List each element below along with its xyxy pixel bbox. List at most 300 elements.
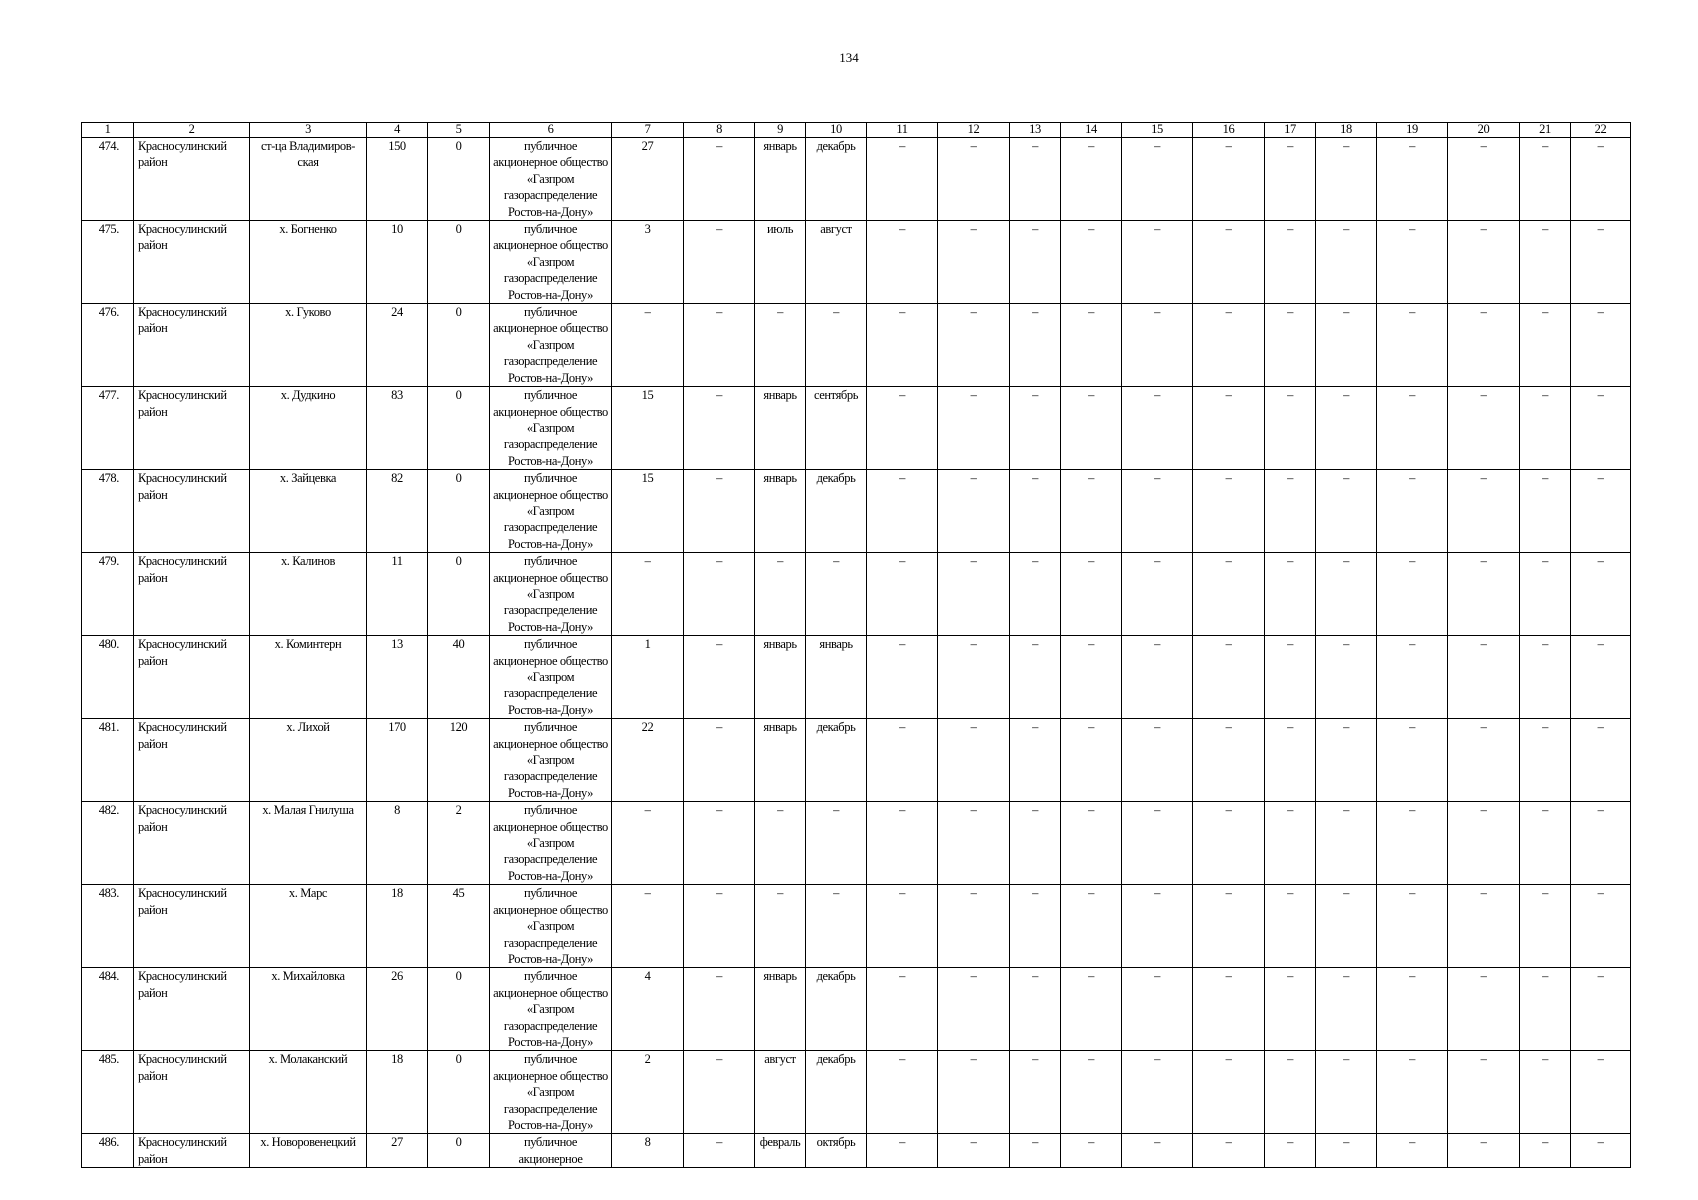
organization-cell: публичное акционерное общество «Газпром газораспределение Ростов-на-Дону» <box>490 304 612 387</box>
empty-value-cell: – <box>1061 885 1122 968</box>
start-month-cell: январь <box>755 470 806 553</box>
empty-value-cell: – <box>1448 968 1520 1051</box>
district-cell: Красносулинский район <box>134 1134 250 1168</box>
value-cell-5: 0 <box>428 553 490 636</box>
empty-value-cell: – <box>1265 1134 1316 1168</box>
start-month-cell: – <box>755 553 806 636</box>
start-month-cell: январь <box>755 387 806 470</box>
end-month-cell: декабрь <box>806 719 867 802</box>
value-cell-8: – <box>684 553 755 636</box>
organization-cell: публичное акционерное общество «Газпром газораспределение Ростов-на-Дону» <box>490 885 612 968</box>
empty-value-cell: – <box>1010 968 1061 1051</box>
empty-value-cell: – <box>1571 968 1631 1051</box>
empty-value-cell: – <box>938 802 1010 885</box>
table-row <box>82 470 1631 553</box>
empty-value-cell: – <box>1010 636 1061 719</box>
empty-value-cell: – <box>938 470 1010 553</box>
value-cell-8: – <box>684 885 755 968</box>
row-number: 482. <box>82 802 134 885</box>
column-number-cell: 19 <box>1377 123 1448 138</box>
empty-value-cell: – <box>1122 885 1193 968</box>
empty-value-cell: – <box>938 138 1010 221</box>
empty-value-cell: – <box>1193 304 1265 387</box>
empty-value-cell: – <box>1377 138 1448 221</box>
empty-value-cell: – <box>1193 1134 1265 1168</box>
settlement-cell: х. Марс <box>250 885 367 968</box>
district-cell: Красносулинский район <box>134 387 250 470</box>
end-month-cell: – <box>806 802 867 885</box>
column-number-cell: 22 <box>1571 123 1631 138</box>
empty-value-cell: – <box>1448 885 1520 968</box>
value-cell-4: 11 <box>367 553 428 636</box>
empty-value-cell: – <box>1265 470 1316 553</box>
table-row <box>82 221 1631 304</box>
empty-value-cell: – <box>1193 138 1265 221</box>
end-month-cell: декабрь <box>806 470 867 553</box>
empty-value-cell: – <box>1061 719 1122 802</box>
empty-value-cell: – <box>1520 387 1571 470</box>
settlement-cell: х. Михайловка <box>250 968 367 1051</box>
empty-value-cell: – <box>1122 1134 1193 1168</box>
empty-value-cell: – <box>1122 1051 1193 1134</box>
empty-value-cell: – <box>1377 885 1448 968</box>
value-cell-4: 18 <box>367 1051 428 1134</box>
column-number-cell: 16 <box>1193 123 1265 138</box>
empty-value-cell: – <box>938 719 1010 802</box>
value-cell-4: 83 <box>367 387 428 470</box>
empty-value-cell: – <box>1061 304 1122 387</box>
value-cell-8: – <box>684 221 755 304</box>
empty-value-cell: – <box>1377 221 1448 304</box>
empty-value-cell: – <box>1010 885 1061 968</box>
organization-cell: публичное акционерное общество «Газпром газораспределение Ростов-на-Дону» <box>490 221 612 304</box>
value-cell-7: – <box>612 553 684 636</box>
end-month-cell: октябрь <box>806 1134 867 1168</box>
empty-value-cell: – <box>1193 470 1265 553</box>
value-cell-7: – <box>612 885 684 968</box>
empty-value-cell: – <box>1122 968 1193 1051</box>
empty-value-cell: – <box>938 968 1010 1051</box>
column-number-cell: 17 <box>1265 123 1316 138</box>
organization-cell: публичное акционерное <box>490 1134 612 1168</box>
empty-value-cell: – <box>1193 636 1265 719</box>
value-cell-8: – <box>684 968 755 1051</box>
settlement-cell: х. Лихой <box>250 719 367 802</box>
empty-value-cell: – <box>1448 387 1520 470</box>
settlement-cell: х. Дудкино <box>250 387 367 470</box>
empty-value-cell: – <box>867 304 938 387</box>
column-number-row <box>82 123 1631 138</box>
empty-value-cell: – <box>938 221 1010 304</box>
empty-value-cell: – <box>1061 1051 1122 1134</box>
empty-value-cell: – <box>1010 553 1061 636</box>
empty-value-cell: – <box>1377 1134 1448 1168</box>
empty-value-cell: – <box>1571 470 1631 553</box>
table-row <box>82 1051 1631 1134</box>
empty-value-cell: – <box>1265 221 1316 304</box>
row-number: 477. <box>82 387 134 470</box>
value-cell-5: 0 <box>428 1134 490 1168</box>
empty-value-cell: – <box>1193 719 1265 802</box>
empty-value-cell: – <box>938 304 1010 387</box>
empty-value-cell: – <box>1520 304 1571 387</box>
table-row <box>82 553 1631 636</box>
table-row <box>82 636 1631 719</box>
district-cell: Красносулинский район <box>134 968 250 1051</box>
empty-value-cell: – <box>1448 1134 1520 1168</box>
organization-cell: публичное акционерное общество «Газпром газораспределение Ростов-на-Дону» <box>490 470 612 553</box>
table-row <box>82 719 1631 802</box>
value-cell-4: 10 <box>367 221 428 304</box>
value-cell-7: – <box>612 802 684 885</box>
empty-value-cell: – <box>1571 719 1631 802</box>
district-cell: Красносулинский район <box>134 470 250 553</box>
organization-cell: публичное акционерное общество «Газпром газораспределение Ростов-на-Дону» <box>490 387 612 470</box>
column-number-cell: 3 <box>250 123 367 138</box>
empty-value-cell: – <box>1265 387 1316 470</box>
start-month-cell: январь <box>755 968 806 1051</box>
empty-value-cell: – <box>938 553 1010 636</box>
empty-value-cell: – <box>1122 304 1193 387</box>
value-cell-7: 15 <box>612 470 684 553</box>
district-cell: Красносулинский район <box>134 221 250 304</box>
empty-value-cell: – <box>1377 968 1448 1051</box>
column-number-cell: 4 <box>367 123 428 138</box>
empty-value-cell: – <box>1571 387 1631 470</box>
empty-value-cell: – <box>1265 968 1316 1051</box>
end-month-cell: декабрь <box>806 968 867 1051</box>
organization-cell: публичное акционерное общество «Газпром газораспределение Ростов-на-Дону» <box>490 1051 612 1134</box>
empty-value-cell: – <box>1122 387 1193 470</box>
organization-cell: публичное акционерное общество «Газпром газораспределение Ростов-на-Дону» <box>490 719 612 802</box>
empty-value-cell: – <box>1010 138 1061 221</box>
empty-value-cell: – <box>1448 470 1520 553</box>
empty-value-cell: – <box>1448 138 1520 221</box>
empty-value-cell: – <box>1571 304 1631 387</box>
district-cell: Красносулинский район <box>134 1051 250 1134</box>
empty-value-cell: – <box>1571 802 1631 885</box>
start-month-cell: август <box>755 1051 806 1134</box>
value-cell-7: 27 <box>612 138 684 221</box>
empty-value-cell: – <box>1520 1051 1571 1134</box>
empty-value-cell: – <box>1377 470 1448 553</box>
value-cell-5: 0 <box>428 387 490 470</box>
table-row <box>82 387 1631 470</box>
value-cell-8: – <box>684 1134 755 1168</box>
row-number: 479. <box>82 553 134 636</box>
column-number-cell: 1 <box>82 123 134 138</box>
empty-value-cell: – <box>867 1134 938 1168</box>
empty-value-cell: – <box>1377 802 1448 885</box>
start-month-cell: – <box>755 802 806 885</box>
empty-value-cell: – <box>1520 138 1571 221</box>
empty-value-cell: – <box>938 636 1010 719</box>
empty-value-cell: – <box>1122 719 1193 802</box>
empty-value-cell: – <box>1316 636 1377 719</box>
empty-value-cell: – <box>1316 1051 1377 1134</box>
empty-value-cell: – <box>1520 802 1571 885</box>
empty-value-cell: – <box>1193 885 1265 968</box>
row-number: 485. <box>82 1051 134 1134</box>
district-cell: Красносулинский район <box>134 719 250 802</box>
empty-value-cell: – <box>1061 387 1122 470</box>
empty-value-cell: – <box>1265 138 1316 221</box>
empty-value-cell: – <box>1520 221 1571 304</box>
end-month-cell: – <box>806 885 867 968</box>
value-cell-5: 0 <box>428 470 490 553</box>
empty-value-cell: – <box>867 968 938 1051</box>
value-cell-5: 120 <box>428 719 490 802</box>
empty-value-cell: – <box>1520 470 1571 553</box>
column-number-cell: 20 <box>1448 123 1520 138</box>
row-number: 474. <box>82 138 134 221</box>
empty-value-cell: – <box>867 470 938 553</box>
start-month-cell: январь <box>755 636 806 719</box>
empty-value-cell: – <box>1193 221 1265 304</box>
column-number-cell: 7 <box>612 123 684 138</box>
empty-value-cell: – <box>1265 802 1316 885</box>
value-cell-7: 1 <box>612 636 684 719</box>
table-row <box>82 968 1631 1051</box>
empty-value-cell: – <box>1448 1051 1520 1134</box>
row-number: 484. <box>82 968 134 1051</box>
empty-value-cell: – <box>938 1051 1010 1134</box>
value-cell-8: – <box>684 138 755 221</box>
empty-value-cell: – <box>1122 221 1193 304</box>
empty-value-cell: – <box>938 1134 1010 1168</box>
settlement-cell: х. Богненко <box>250 221 367 304</box>
empty-value-cell: – <box>1571 138 1631 221</box>
value-cell-7: 4 <box>612 968 684 1051</box>
empty-value-cell: – <box>1265 885 1316 968</box>
empty-value-cell: – <box>1448 719 1520 802</box>
empty-value-cell: – <box>1316 387 1377 470</box>
value-cell-4: 18 <box>367 885 428 968</box>
value-cell-8: – <box>684 636 755 719</box>
empty-value-cell: – <box>1010 1051 1061 1134</box>
empty-value-cell: – <box>1193 387 1265 470</box>
row-number: 478. <box>82 470 134 553</box>
row-number: 486. <box>82 1134 134 1168</box>
row-number: 483. <box>82 885 134 968</box>
empty-value-cell: – <box>1448 802 1520 885</box>
empty-value-cell: – <box>1520 553 1571 636</box>
value-cell-7: 3 <box>612 221 684 304</box>
empty-value-cell: – <box>1377 553 1448 636</box>
empty-value-cell: – <box>1520 636 1571 719</box>
empty-value-cell: – <box>867 138 938 221</box>
end-month-cell: декабрь <box>806 1051 867 1134</box>
empty-value-cell: – <box>938 387 1010 470</box>
empty-value-cell: – <box>1520 968 1571 1051</box>
value-cell-5: 2 <box>428 802 490 885</box>
column-number-cell: 14 <box>1061 123 1122 138</box>
empty-value-cell: – <box>1316 138 1377 221</box>
table-row <box>82 304 1631 387</box>
value-cell-7: 2 <box>612 1051 684 1134</box>
empty-value-cell: – <box>867 553 938 636</box>
value-cell-5: 0 <box>428 968 490 1051</box>
empty-value-cell: – <box>1061 553 1122 636</box>
empty-value-cell: – <box>1010 387 1061 470</box>
table-row <box>82 1134 1631 1168</box>
empty-value-cell: – <box>867 885 938 968</box>
settlement-cell: х. Гуково <box>250 304 367 387</box>
empty-value-cell: – <box>1010 221 1061 304</box>
empty-value-cell: – <box>1377 387 1448 470</box>
empty-value-cell: – <box>1193 802 1265 885</box>
value-cell-7: 15 <box>612 387 684 470</box>
empty-value-cell: – <box>1122 802 1193 885</box>
column-number-cell: 5 <box>428 123 490 138</box>
empty-value-cell: – <box>1265 304 1316 387</box>
start-month-cell: – <box>755 885 806 968</box>
column-number-cell: 8 <box>684 123 755 138</box>
organization-cell: публичное акционерное общество «Газпром газораспределение Ростов-на-Дону» <box>490 968 612 1051</box>
column-number-cell: 9 <box>755 123 806 138</box>
empty-value-cell: – <box>1377 304 1448 387</box>
settlement-cell: х. Коминтерн <box>250 636 367 719</box>
empty-value-cell: – <box>1061 968 1122 1051</box>
column-number-cell: 12 <box>938 123 1010 138</box>
empty-value-cell: – <box>1316 304 1377 387</box>
empty-value-cell: – <box>1061 470 1122 553</box>
empty-value-cell: – <box>1122 470 1193 553</box>
value-cell-8: – <box>684 1051 755 1134</box>
value-cell-4: 24 <box>367 304 428 387</box>
settlement-cell: х. Зайцевка <box>250 470 367 553</box>
empty-value-cell: – <box>1377 719 1448 802</box>
empty-value-cell: – <box>1571 1134 1631 1168</box>
column-number-cell: 18 <box>1316 123 1377 138</box>
empty-value-cell: – <box>1265 719 1316 802</box>
value-cell-5: 0 <box>428 221 490 304</box>
settlement-cell: ст-ца Владимиров-ская <box>250 138 367 221</box>
district-cell: Красносулинский район <box>134 138 250 221</box>
value-cell-4: 8 <box>367 802 428 885</box>
empty-value-cell: – <box>1520 719 1571 802</box>
empty-value-cell: – <box>1316 553 1377 636</box>
settlement-cell: х. Молаканский <box>250 1051 367 1134</box>
empty-value-cell: – <box>1448 221 1520 304</box>
empty-value-cell: – <box>1122 553 1193 636</box>
empty-value-cell: – <box>1061 636 1122 719</box>
start-month-cell: февраль <box>755 1134 806 1168</box>
empty-value-cell: – <box>1448 636 1520 719</box>
empty-value-cell: – <box>1316 802 1377 885</box>
column-number-cell: 10 <box>806 123 867 138</box>
district-cell: Красносулинский район <box>134 885 250 968</box>
settlement-cell: х. Калинов <box>250 553 367 636</box>
value-cell-7: 8 <box>612 1134 684 1168</box>
start-month-cell: – <box>755 304 806 387</box>
empty-value-cell: – <box>1061 802 1122 885</box>
empty-value-cell: – <box>1571 1051 1631 1134</box>
value-cell-8: – <box>684 802 755 885</box>
empty-value-cell: – <box>1520 1134 1571 1168</box>
end-month-cell: сентябрь <box>806 387 867 470</box>
empty-value-cell: – <box>1448 304 1520 387</box>
empty-value-cell: – <box>1316 885 1377 968</box>
empty-value-cell: – <box>1010 802 1061 885</box>
organization-cell: публичное акционерное общество «Газпром газораспределение Ростов-на-Дону» <box>490 138 612 221</box>
empty-value-cell: – <box>1122 138 1193 221</box>
column-number-cell: 21 <box>1520 123 1571 138</box>
column-number-cell: 6 <box>490 123 612 138</box>
table-row <box>82 885 1631 968</box>
empty-value-cell: – <box>1448 553 1520 636</box>
empty-value-cell: – <box>1010 1134 1061 1168</box>
empty-value-cell: – <box>867 636 938 719</box>
row-number: 475. <box>82 221 134 304</box>
value-cell-7: 22 <box>612 719 684 802</box>
empty-value-cell: – <box>1571 221 1631 304</box>
empty-value-cell: – <box>867 719 938 802</box>
empty-value-cell: – <box>867 221 938 304</box>
value-cell-4: 170 <box>367 719 428 802</box>
empty-value-cell: – <box>1061 1134 1122 1168</box>
district-cell: Красносулинский район <box>134 553 250 636</box>
empty-value-cell: – <box>1316 968 1377 1051</box>
gasification-table <box>81 122 1631 1168</box>
empty-value-cell: – <box>1316 221 1377 304</box>
settlement-cell: х. Малая Гнилуша <box>250 802 367 885</box>
column-number-cell: 2 <box>134 123 250 138</box>
end-month-cell: – <box>806 304 867 387</box>
value-cell-5: 0 <box>428 304 490 387</box>
value-cell-7: – <box>612 304 684 387</box>
organization-cell: публичное акционерное общество «Газпром газораспределение Ростов-на-Дону» <box>490 802 612 885</box>
district-cell: Красносулинский район <box>134 304 250 387</box>
value-cell-8: – <box>684 470 755 553</box>
empty-value-cell: – <box>1316 470 1377 553</box>
empty-value-cell: – <box>867 1051 938 1134</box>
end-month-cell: январь <box>806 636 867 719</box>
value-cell-4: 13 <box>367 636 428 719</box>
empty-value-cell: – <box>1520 885 1571 968</box>
value-cell-5: 45 <box>428 885 490 968</box>
empty-value-cell: – <box>1122 636 1193 719</box>
column-number-cell: 13 <box>1010 123 1061 138</box>
empty-value-cell: – <box>1193 553 1265 636</box>
empty-value-cell: – <box>1377 636 1448 719</box>
empty-value-cell: – <box>1061 221 1122 304</box>
empty-value-cell: – <box>1193 968 1265 1051</box>
organization-cell: публичное акционерное общество «Газпром газораспределение Ростов-на-Дону» <box>490 636 612 719</box>
value-cell-4: 82 <box>367 470 428 553</box>
district-cell: Красносулинский район <box>134 802 250 885</box>
value-cell-5: 0 <box>428 1051 490 1134</box>
row-number: 476. <box>82 304 134 387</box>
row-number: 480. <box>82 636 134 719</box>
value-cell-8: – <box>684 387 755 470</box>
column-number-cell: 11 <box>867 123 938 138</box>
table-row <box>82 802 1631 885</box>
value-cell-5: 0 <box>428 138 490 221</box>
start-month-cell: январь <box>755 138 806 221</box>
value-cell-4: 27 <box>367 1134 428 1168</box>
end-month-cell: декабрь <box>806 138 867 221</box>
value-cell-8: – <box>684 719 755 802</box>
value-cell-4: 26 <box>367 968 428 1051</box>
end-month-cell: август <box>806 221 867 304</box>
empty-value-cell: – <box>1571 885 1631 968</box>
empty-value-cell: – <box>1265 1051 1316 1134</box>
empty-value-cell: – <box>938 885 1010 968</box>
empty-value-cell: – <box>1061 138 1122 221</box>
empty-value-cell: – <box>867 387 938 470</box>
value-cell-8: – <box>684 304 755 387</box>
